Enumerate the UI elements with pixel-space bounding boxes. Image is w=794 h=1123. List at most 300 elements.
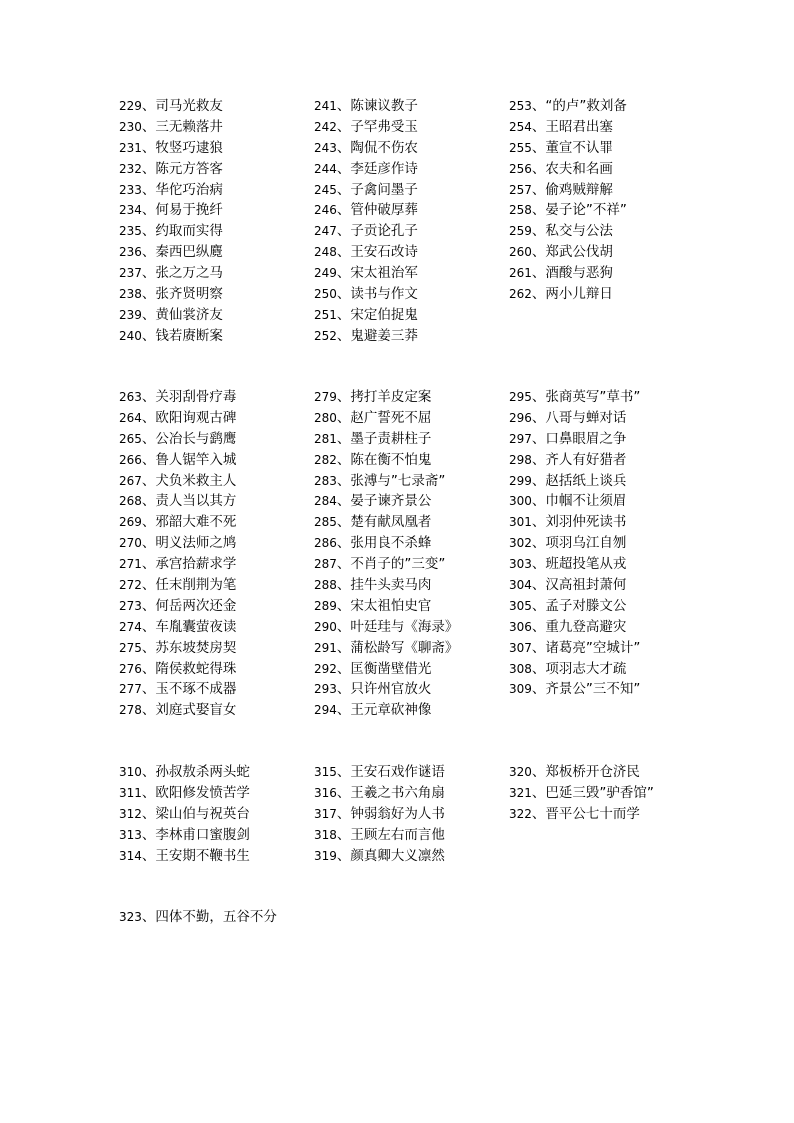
- list-item: [314, 263, 509, 284]
- item-number: 260: [509, 245, 532, 260]
- item-separator: 、: [336, 139, 351, 156]
- item-separator: 、: [141, 202, 156, 219]
- item-number: 231: [119, 140, 142, 155]
- list-item: [119, 804, 314, 825]
- item-title: 只许州官放火: [350, 681, 432, 698]
- list-item: [119, 450, 314, 471]
- item-number: 234: [119, 203, 142, 218]
- item-separator: 、: [336, 223, 351, 240]
- column-3: [509, 96, 704, 347]
- item-number: 246: [314, 203, 337, 218]
- item-separator: 、: [336, 535, 351, 552]
- item-title: “的卢”救刘备: [545, 98, 627, 114]
- item-number: 235: [119, 224, 142, 239]
- item-separator: 、: [531, 660, 546, 677]
- item-number: 244: [314, 161, 337, 176]
- list-item: [509, 575, 704, 596]
- list-item: [314, 471, 509, 492]
- item-title: 齐人有好猎者: [545, 451, 627, 468]
- column-2: [314, 907, 509, 928]
- list-item: [119, 305, 314, 326]
- item-title: 孙叔敖杀两头蛇: [155, 764, 250, 780]
- item-title: 张之万之马: [155, 265, 223, 282]
- list-item: [314, 596, 509, 617]
- item-title: 重九登高避灾: [545, 618, 627, 635]
- item-title: 张用良不杀蜂: [350, 535, 432, 552]
- item-separator: 、: [531, 597, 546, 614]
- item-separator: 、: [336, 202, 351, 219]
- list-item: [314, 679, 509, 700]
- item-title: 钱若赓断案: [155, 327, 223, 344]
- item-title: 公冶长与鹞鹰: [155, 430, 237, 447]
- list-item: [119, 387, 314, 408]
- item-number: 303: [509, 557, 532, 572]
- item-title: 巾帼不让须眉: [545, 493, 627, 510]
- item-number: 261: [509, 266, 532, 281]
- list-item: [509, 263, 704, 284]
- item-number: 305: [509, 598, 532, 613]
- list-item: [314, 96, 509, 117]
- item-separator: 、: [531, 681, 546, 698]
- item-separator: 、: [141, 327, 156, 344]
- item-title: 苏东坡焚房契: [155, 639, 237, 656]
- item-separator: 、: [531, 244, 546, 261]
- item-title: 郑板桥开仓济民: [545, 764, 640, 780]
- item-number: 238: [119, 287, 142, 302]
- item-number: 272: [119, 578, 142, 593]
- item-number: 258: [509, 203, 532, 218]
- list-item: [119, 284, 314, 305]
- item-title: 李廷彦作诗: [350, 160, 418, 177]
- list-item: [314, 659, 509, 680]
- list-item: [119, 617, 314, 638]
- item-title: 责人当以其方: [155, 493, 237, 510]
- column-3: [509, 762, 704, 866]
- item-separator: 、: [336, 472, 351, 489]
- list-item: [314, 617, 509, 638]
- item-title: 孟子对滕文公: [545, 597, 627, 614]
- item-number: 236: [119, 245, 142, 260]
- item-separator: 、: [531, 472, 546, 489]
- list-item: [314, 159, 509, 180]
- list-item: [119, 638, 314, 659]
- list-item: [314, 554, 509, 575]
- list-item: [314, 762, 509, 783]
- item-separator: 、: [531, 409, 546, 426]
- item-separator: 、: [531, 577, 546, 594]
- list-item: [509, 783, 704, 804]
- story-list-block-2: [119, 387, 704, 721]
- item-title: 董宣不认罪: [545, 139, 613, 156]
- item-number: 308: [509, 661, 532, 676]
- item-separator: 、: [336, 181, 351, 198]
- item-separator: 、: [531, 535, 546, 552]
- item-number: 252: [314, 328, 337, 343]
- list-item: [314, 575, 509, 596]
- item-title: 诸葛亮”空城计”: [545, 639, 641, 656]
- item-number: 251: [314, 307, 337, 322]
- item-number: 259: [509, 224, 532, 239]
- item-number: 316: [314, 785, 337, 800]
- item-separator: 、: [141, 826, 156, 843]
- item-title: 两小儿辩日: [545, 286, 613, 303]
- item-number: 302: [509, 536, 532, 551]
- list-item: [119, 907, 314, 928]
- item-title: 四体不勤，五谷不分: [155, 909, 277, 925]
- item-number: 243: [314, 140, 337, 155]
- item-title: 拷打羊皮定案: [350, 389, 432, 405]
- item-separator: 、: [141, 805, 156, 822]
- list-item: [314, 242, 509, 263]
- item-title: 玉不琢不成器: [155, 681, 237, 698]
- item-title: 陈在衡不怕鬼: [350, 451, 432, 468]
- list-item: [509, 804, 704, 825]
- item-title: 何易于挽纤: [155, 202, 223, 219]
- item-separator: 、: [336, 493, 351, 510]
- item-title: 刘庭式娶盲女: [155, 702, 237, 719]
- item-title: 项羽志大才疏: [545, 660, 627, 677]
- list-item: [119, 679, 314, 700]
- item-separator: 、: [336, 618, 351, 635]
- column-1: [119, 907, 314, 928]
- list-item: [509, 533, 704, 554]
- item-number: 313: [119, 827, 142, 842]
- item-number: 242: [314, 119, 337, 134]
- item-separator: 、: [531, 430, 546, 447]
- item-separator: 、: [336, 681, 351, 698]
- item-separator: 、: [141, 909, 156, 925]
- item-number: 290: [314, 619, 337, 634]
- item-number: 306: [509, 619, 532, 634]
- item-separator: 、: [336, 389, 351, 405]
- item-separator: 、: [141, 556, 156, 573]
- item-number: 300: [509, 494, 532, 509]
- list-item: [509, 679, 704, 700]
- item-separator: 、: [531, 98, 546, 114]
- item-separator: 、: [531, 764, 546, 780]
- item-title: 承宫拾薪求学: [155, 556, 237, 573]
- item-title: 赵广誓死不屈: [350, 409, 432, 426]
- item-separator: 、: [141, 98, 156, 114]
- item-separator: 、: [141, 681, 156, 698]
- column-1: [119, 387, 314, 721]
- item-number: 287: [314, 557, 337, 572]
- item-number: 239: [119, 307, 142, 322]
- list-item: [119, 263, 314, 284]
- list-item: [314, 804, 509, 825]
- list-item: [509, 512, 704, 533]
- item-title: 张齐贤明察: [155, 286, 223, 303]
- item-title: 赵括纸上谈兵: [545, 472, 627, 489]
- list-item: [119, 554, 314, 575]
- list-item: [509, 408, 704, 429]
- item-number: 269: [119, 515, 142, 530]
- item-separator: 、: [141, 244, 156, 261]
- column-1: [119, 96, 314, 347]
- item-title: 刘羽仲死读书: [545, 514, 627, 531]
- item-title: 叶廷珪与《海录》: [350, 618, 459, 635]
- item-number: 240: [119, 328, 142, 343]
- item-separator: 、: [141, 139, 156, 156]
- item-title: 邪韶大难不死: [155, 514, 237, 531]
- item-number: 263: [119, 390, 142, 404]
- item-separator: 、: [531, 639, 546, 656]
- item-separator: 、: [336, 265, 351, 282]
- list-item: [119, 96, 314, 117]
- list-item: [119, 512, 314, 533]
- list-item: [509, 638, 704, 659]
- item-number: 248: [314, 245, 337, 260]
- item-title: 关羽刮骨疗毒: [155, 389, 237, 405]
- item-separator: 、: [531, 160, 546, 177]
- list-item: [509, 617, 704, 638]
- item-title: 颜真卿大义凛然: [350, 847, 445, 864]
- list-item: [119, 846, 314, 867]
- item-title: 管仲破厚葬: [350, 202, 418, 219]
- item-separator: 、: [531, 223, 546, 240]
- item-separator: 、: [531, 493, 546, 510]
- item-number: 268: [119, 494, 142, 509]
- item-title: 子禽问墨子: [350, 181, 418, 198]
- item-separator: 、: [141, 160, 156, 177]
- item-title: 宋太祖治军: [350, 265, 418, 282]
- item-number: 262: [509, 287, 532, 302]
- item-number: 276: [119, 661, 142, 676]
- item-title: 车胤囊萤夜读: [155, 618, 237, 635]
- item-number: 264: [119, 410, 142, 425]
- list-item: [314, 825, 509, 846]
- item-title: 宋太祖怕史官: [350, 597, 432, 614]
- item-separator: 、: [336, 826, 351, 843]
- item-number: 250: [314, 287, 337, 302]
- item-separator: 、: [531, 139, 546, 156]
- item-separator: 、: [141, 702, 156, 719]
- item-number: 319: [314, 848, 337, 863]
- item-separator: 、: [336, 286, 351, 303]
- item-title: 华佗巧治病: [155, 181, 223, 198]
- list-item: [314, 638, 509, 659]
- list-item: [509, 180, 704, 201]
- item-title: 齐景公”三不知”: [545, 681, 641, 698]
- item-separator: 、: [531, 805, 546, 822]
- item-number: 283: [314, 473, 337, 488]
- item-title: 陶侃不伤农: [350, 139, 418, 156]
- story-list-block-4: [119, 907, 704, 928]
- item-number: 274: [119, 619, 142, 634]
- list-item: [119, 700, 314, 721]
- item-number: 318: [314, 827, 337, 842]
- item-number: 322: [509, 806, 532, 821]
- item-separator: 、: [336, 327, 351, 344]
- list-item: [119, 117, 314, 138]
- item-title: 欧阳修发愤苦学: [155, 784, 250, 801]
- item-number: 278: [119, 703, 142, 718]
- item-number: 299: [509, 473, 532, 488]
- item-title: 墨子责耕柱子: [350, 430, 432, 447]
- list-item: [509, 221, 704, 242]
- item-number: 320: [509, 765, 532, 779]
- item-number: 301: [509, 515, 532, 530]
- item-title: 农夫和名画: [545, 160, 613, 177]
- item-separator: 、: [531, 181, 546, 198]
- list-item: [314, 512, 509, 533]
- item-separator: 、: [141, 493, 156, 510]
- item-title: 王昭君出塞: [545, 118, 613, 135]
- item-separator: 、: [141, 306, 156, 323]
- item-number: 253: [509, 99, 532, 113]
- item-number: 256: [509, 161, 532, 176]
- item-separator: 、: [141, 265, 156, 282]
- item-separator: 、: [141, 389, 156, 405]
- item-number: 265: [119, 431, 142, 446]
- list-item: [314, 284, 509, 305]
- item-separator: 、: [141, 472, 156, 489]
- item-title: 子贡论孔子: [350, 223, 418, 240]
- item-separator: 、: [531, 118, 546, 135]
- item-number: 280: [314, 410, 337, 425]
- item-number: 241: [314, 99, 337, 113]
- item-title: 读书与作文: [350, 286, 418, 303]
- item-title: 三无赖落井: [155, 118, 223, 135]
- item-title: 王元章砍神像: [350, 702, 432, 719]
- list-item: [314, 180, 509, 201]
- item-number: 247: [314, 224, 337, 239]
- column-1: [119, 762, 314, 866]
- item-number: 284: [314, 494, 337, 509]
- list-item: [509, 429, 704, 450]
- item-number: 314: [119, 848, 142, 863]
- item-separator: 、: [336, 805, 351, 822]
- item-number: 286: [314, 536, 337, 551]
- list-item: [119, 533, 314, 554]
- item-title: 不肖子的”三变”: [350, 556, 446, 573]
- item-title: 犬负米救主人: [155, 472, 237, 489]
- list-item: [119, 429, 314, 450]
- item-separator: 、: [141, 430, 156, 447]
- list-item: [314, 305, 509, 326]
- item-title: 汉高祖封萧何: [545, 577, 627, 594]
- item-title: 鲁人锯竿入城: [155, 451, 237, 468]
- item-title: 隋侯救蛇得珠: [155, 660, 237, 677]
- item-title: 王安期不鞭书生: [155, 847, 250, 864]
- item-separator: 、: [141, 451, 156, 468]
- item-number: 255: [509, 140, 532, 155]
- item-separator: 、: [336, 784, 351, 801]
- item-separator: 、: [141, 535, 156, 552]
- item-number: 279: [314, 390, 337, 404]
- item-number: 233: [119, 182, 142, 197]
- item-number: 311: [119, 785, 142, 800]
- list-item: [119, 596, 314, 617]
- item-number: 229: [119, 99, 142, 113]
- item-number: 293: [314, 682, 337, 697]
- item-title: 八哥与蝉对话: [545, 409, 627, 426]
- item-number: 237: [119, 266, 142, 281]
- item-number: 304: [509, 578, 532, 593]
- item-separator: 、: [141, 784, 156, 801]
- item-number: 232: [119, 161, 142, 176]
- item-separator: 、: [141, 181, 156, 198]
- item-number: 323: [119, 910, 142, 924]
- list-item: [119, 491, 314, 512]
- item-separator: 、: [141, 286, 156, 303]
- item-title: 鬼避姜三莽: [350, 327, 418, 344]
- item-title: 何岳两次还金: [155, 597, 237, 614]
- item-title: 匡衡凿壁借光: [350, 660, 432, 677]
- list-item: [119, 575, 314, 596]
- list-item: [509, 284, 704, 305]
- item-title: 李林甫口蜜腹剑: [155, 826, 250, 843]
- item-title: 晏子谏齐景公: [350, 493, 432, 510]
- item-title: 王安石改诗: [350, 244, 418, 261]
- list-item: [509, 471, 704, 492]
- item-title: 挂牛头卖马肉: [350, 577, 432, 594]
- list-item: [119, 762, 314, 783]
- item-title: 陈谏议教子: [350, 98, 418, 114]
- story-list-block-3: [119, 762, 704, 866]
- item-separator: 、: [336, 244, 351, 261]
- list-item: [314, 200, 509, 221]
- list-item: [509, 596, 704, 617]
- item-number: 307: [509, 640, 532, 655]
- list-item: [314, 491, 509, 512]
- item-separator: 、: [336, 98, 351, 114]
- list-item: [314, 450, 509, 471]
- item-title: 偷鸡贼辩解: [545, 181, 613, 198]
- list-item: [119, 138, 314, 159]
- item-title: 钟弱翁好为人书: [350, 805, 445, 822]
- item-separator: 、: [141, 618, 156, 635]
- item-number: 312: [119, 806, 142, 821]
- item-separator: 、: [141, 514, 156, 531]
- list-item: [119, 180, 314, 201]
- item-number: 249: [314, 266, 337, 281]
- list-item: [314, 387, 509, 408]
- item-separator: 、: [336, 306, 351, 323]
- list-item: [314, 138, 509, 159]
- item-separator: 、: [531, 202, 546, 219]
- item-number: 257: [509, 182, 532, 197]
- item-number: 282: [314, 452, 337, 467]
- item-separator: 、: [336, 514, 351, 531]
- list-item: [119, 825, 314, 846]
- list-item: [509, 159, 704, 180]
- item-number: 292: [314, 661, 337, 676]
- list-item: [509, 554, 704, 575]
- list-item: [509, 200, 704, 221]
- item-title: 宋定伯捉鬼: [350, 306, 418, 323]
- item-number: 289: [314, 598, 337, 613]
- list-item: [314, 429, 509, 450]
- item-number: 309: [509, 682, 532, 697]
- item-separator: 、: [336, 847, 351, 864]
- item-number: 315: [314, 765, 337, 779]
- item-title: 私交与公法: [545, 223, 613, 240]
- item-number: 267: [119, 473, 142, 488]
- item-title: 司马光救友: [155, 98, 223, 114]
- list-item: [119, 659, 314, 680]
- item-title: 秦西巴纵麑: [155, 244, 223, 261]
- item-number: 288: [314, 578, 337, 593]
- item-separator: 、: [141, 847, 156, 864]
- item-number: 277: [119, 682, 142, 697]
- item-separator: 、: [336, 577, 351, 594]
- story-list-block-1: [119, 96, 704, 347]
- column-3: [509, 387, 704, 721]
- item-separator: 、: [336, 451, 351, 468]
- list-item: [509, 138, 704, 159]
- item-title: 欧阳询观古碑: [155, 409, 237, 426]
